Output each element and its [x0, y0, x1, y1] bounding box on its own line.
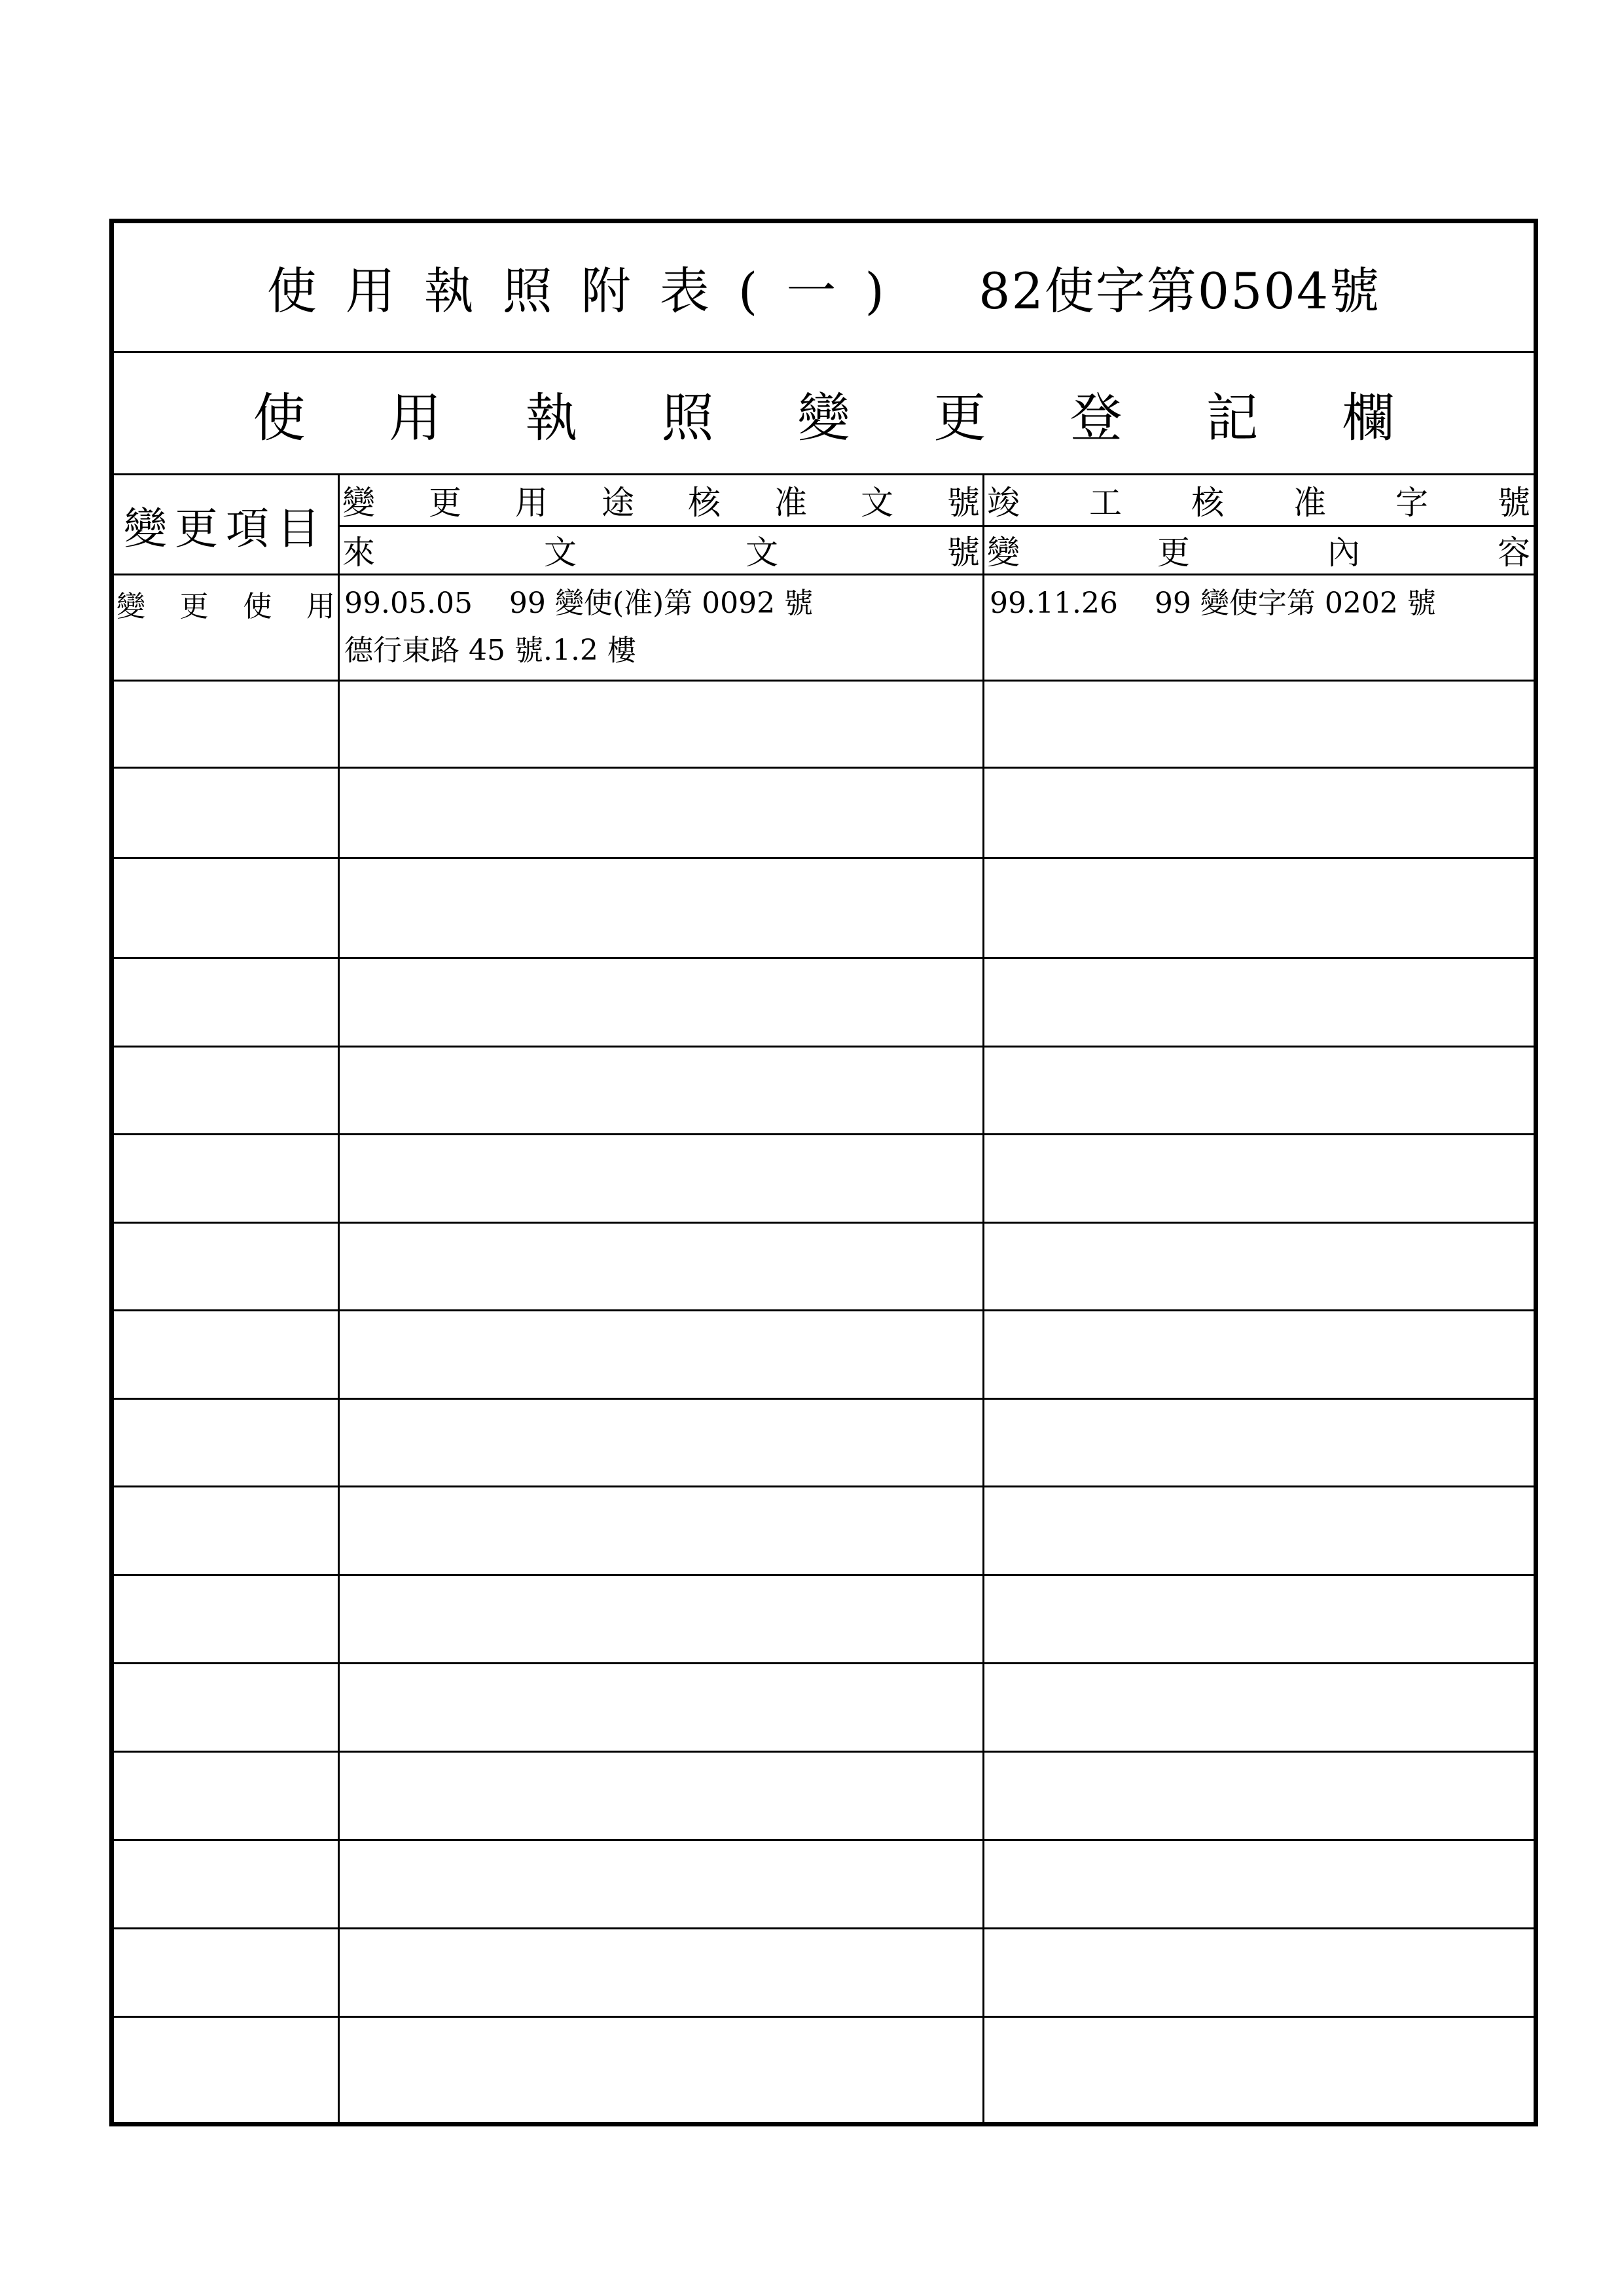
label-char: 用	[306, 590, 335, 623]
label-char: 用	[515, 484, 548, 522]
row-divider	[114, 957, 1534, 959]
form-subtitle: 使用執照變更登記欄	[253, 387, 1479, 448]
row-divider	[114, 767, 1534, 769]
row-divider	[114, 1662, 1534, 1664]
form-title: 使用執照附表(一)	[266, 262, 914, 320]
row-1-completion: 99.11.26 99 變使字第 0202 號	[990, 587, 1436, 620]
label-char: 使	[243, 590, 272, 623]
form-title-row	[114, 223, 1534, 351]
label-char: 變	[987, 534, 1020, 572]
row-divider	[114, 1485, 1534, 1487]
label-char: 更	[1157, 534, 1190, 572]
divider	[114, 574, 1534, 575]
label-char: 文	[861, 484, 893, 522]
row-divider	[114, 1751, 1534, 1753]
row-divider	[114, 1046, 1534, 1048]
row-divider	[114, 1309, 1534, 1311]
row-divider	[114, 2016, 1534, 2018]
label-char: 准	[1293, 484, 1326, 522]
row-1-approval-line-1: 99.05.05 99 變使(准)第 0092 號	[344, 587, 814, 620]
row-divider	[114, 1398, 1534, 1400]
label-char: 途	[602, 484, 634, 522]
label-char: 變	[117, 590, 145, 623]
row-divider	[114, 1574, 1534, 1576]
label-char: 竣	[987, 484, 1020, 522]
label-char: 容	[1498, 534, 1530, 572]
label-char: 更	[179, 590, 209, 623]
label-char: 核	[1191, 484, 1224, 522]
row-divider	[114, 1133, 1534, 1135]
label-char: 來	[342, 534, 375, 572]
label-char: 准	[774, 484, 807, 522]
column-divider	[338, 473, 340, 2122]
header-change-approval-no	[340, 477, 982, 523]
label-char: 號	[947, 534, 980, 572]
row-divider	[114, 857, 1534, 859]
row-1-change-item	[114, 580, 338, 627]
row-divider	[114, 1222, 1534, 1224]
label-char: 內	[1327, 534, 1360, 572]
form-subtitle-row	[114, 353, 1534, 473]
header-incoming-doc-no	[340, 527, 982, 573]
label-char: 文	[746, 534, 778, 572]
header-change-content	[984, 527, 1533, 573]
row-divider	[114, 1839, 1534, 1841]
label-char: 變	[342, 484, 375, 522]
label-char: 更	[429, 484, 461, 522]
label-char: 字	[1395, 484, 1428, 522]
column-divider	[982, 473, 984, 2122]
label-char: 核	[688, 484, 721, 522]
row-divider	[114, 680, 1534, 682]
row-divider	[114, 1927, 1534, 1929]
label-char: 工	[1089, 484, 1122, 522]
row-1-approval-line-2: 德行東路 45 號.1.2 樓	[344, 634, 636, 667]
change-registration-form	[109, 219, 1538, 2126]
header-completion-approval-no	[984, 477, 1533, 523]
label-char: 號	[1498, 484, 1530, 522]
license-number: 82使字第0504號	[979, 262, 1381, 320]
label-char: 號	[947, 484, 980, 522]
header-change-item: 變更項目	[124, 503, 328, 554]
label-char: 文	[544, 534, 577, 572]
